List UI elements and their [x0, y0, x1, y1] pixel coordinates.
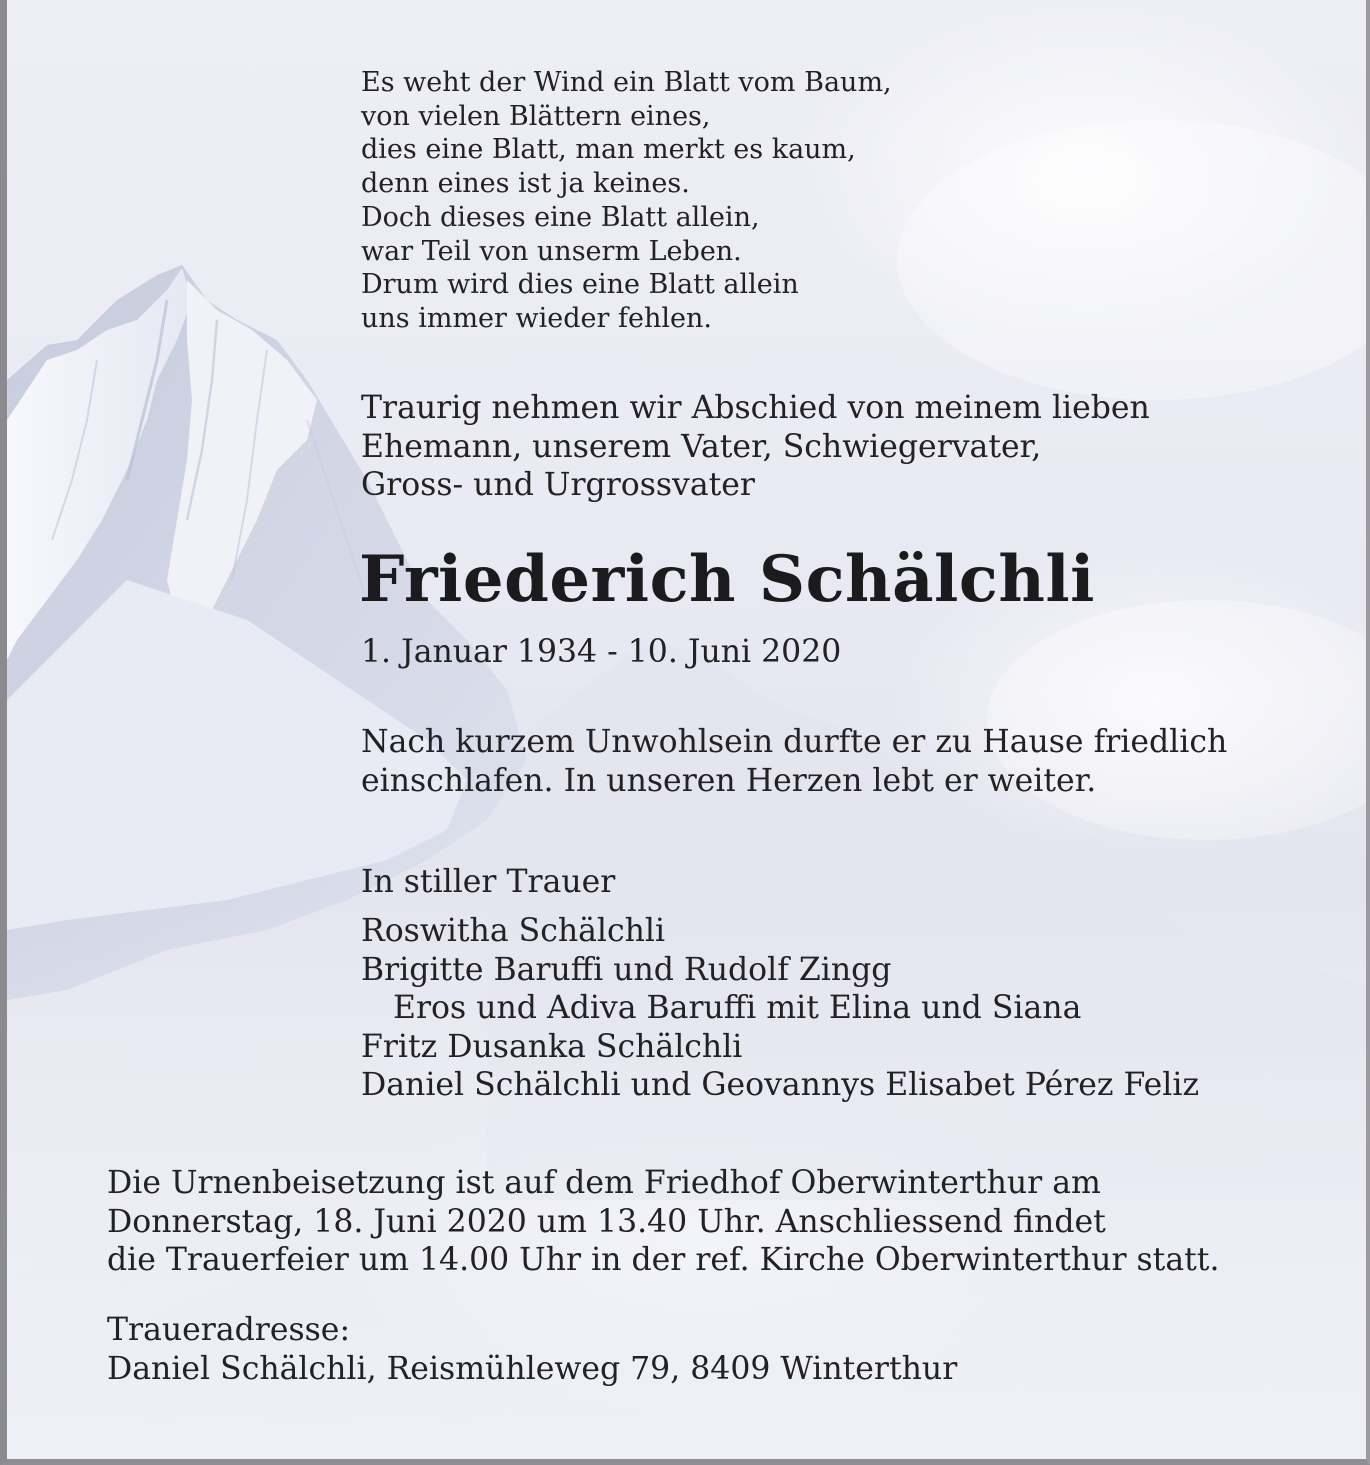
poem-line: uns immer wieder fehlen. — [361, 302, 712, 334]
intro-line: Traurig nehmen wir Abschied von meinem lieben — [361, 390, 1150, 426]
poem-line: Drum wird dies eine Blatt allein — [361, 269, 799, 301]
family-member: Fritz Dusanka Schälchli — [361, 1028, 743, 1065]
poem-line: von vielen Blättern eines, — [361, 100, 711, 132]
note-line: Nach kurzem Unwohlsein durfte er zu Hause friedlich — [361, 724, 1228, 760]
poem — [361, 66, 892, 336]
address-value: Daniel Schälchli, Reismühleweg 79, 8409 Winterthur — [107, 1350, 958, 1387]
poem-line: war Teil von unserm Leben. — [361, 235, 742, 267]
family-list — [361, 912, 1199, 1105]
ceremony-line: Donnerstag, 18. Juni 2020 um 13.40 Uhr. Anschliessend findet — [107, 1203, 1106, 1240]
poem-line: denn eines ist ja keines. — [361, 168, 690, 200]
mourning-address — [107, 1311, 957, 1388]
deceased-name: Friederich Schälchli — [359, 542, 1095, 617]
address-label: Traueradresse: — [107, 1312, 351, 1348]
poem-line: Es weht der Wind ein Blatt vom Baum, — [361, 67, 892, 98]
ceremony-line: die Trauerfeier um 14.00 Uhr in der ref. Kirche Oberwinterthur statt. — [107, 1242, 1220, 1278]
life-dates: 1. Januar 1934 - 10. Juni 2020 — [361, 634, 842, 670]
passing-note — [361, 723, 1227, 800]
poem-line: Doch dieses eine Blatt allein, — [361, 201, 760, 233]
note-line: einschlafen. In unseren Herzen lebt er weiter. — [361, 762, 1097, 799]
mourning-heading: In stiller Trauer — [361, 864, 616, 900]
intro-line: Gross- und Urgrossvater — [361, 467, 755, 503]
family-member: Brigitte Baruffi und Rudolf Zingg — [361, 951, 892, 988]
ceremony-info — [107, 1164, 1219, 1280]
family-member: Eros und Adiva Baruffi mit Elina und Siana — [393, 990, 1082, 1026]
farewell-intro — [361, 389, 1150, 505]
family-member: Roswitha Schälchli — [361, 913, 666, 949]
poem-line: dies eine Blatt, man merkt es kaum, — [361, 134, 856, 166]
intro-line: Ehemann, unserem Vater, Schwiegervater, — [361, 428, 1042, 465]
ceremony-line: Die Urnenbeisetzung ist auf dem Friedhof Oberwinterthur am — [107, 1165, 1101, 1201]
family-member: Daniel Schälchli und Geovannys Elisabet Pérez Feliz — [361, 1067, 1200, 1103]
